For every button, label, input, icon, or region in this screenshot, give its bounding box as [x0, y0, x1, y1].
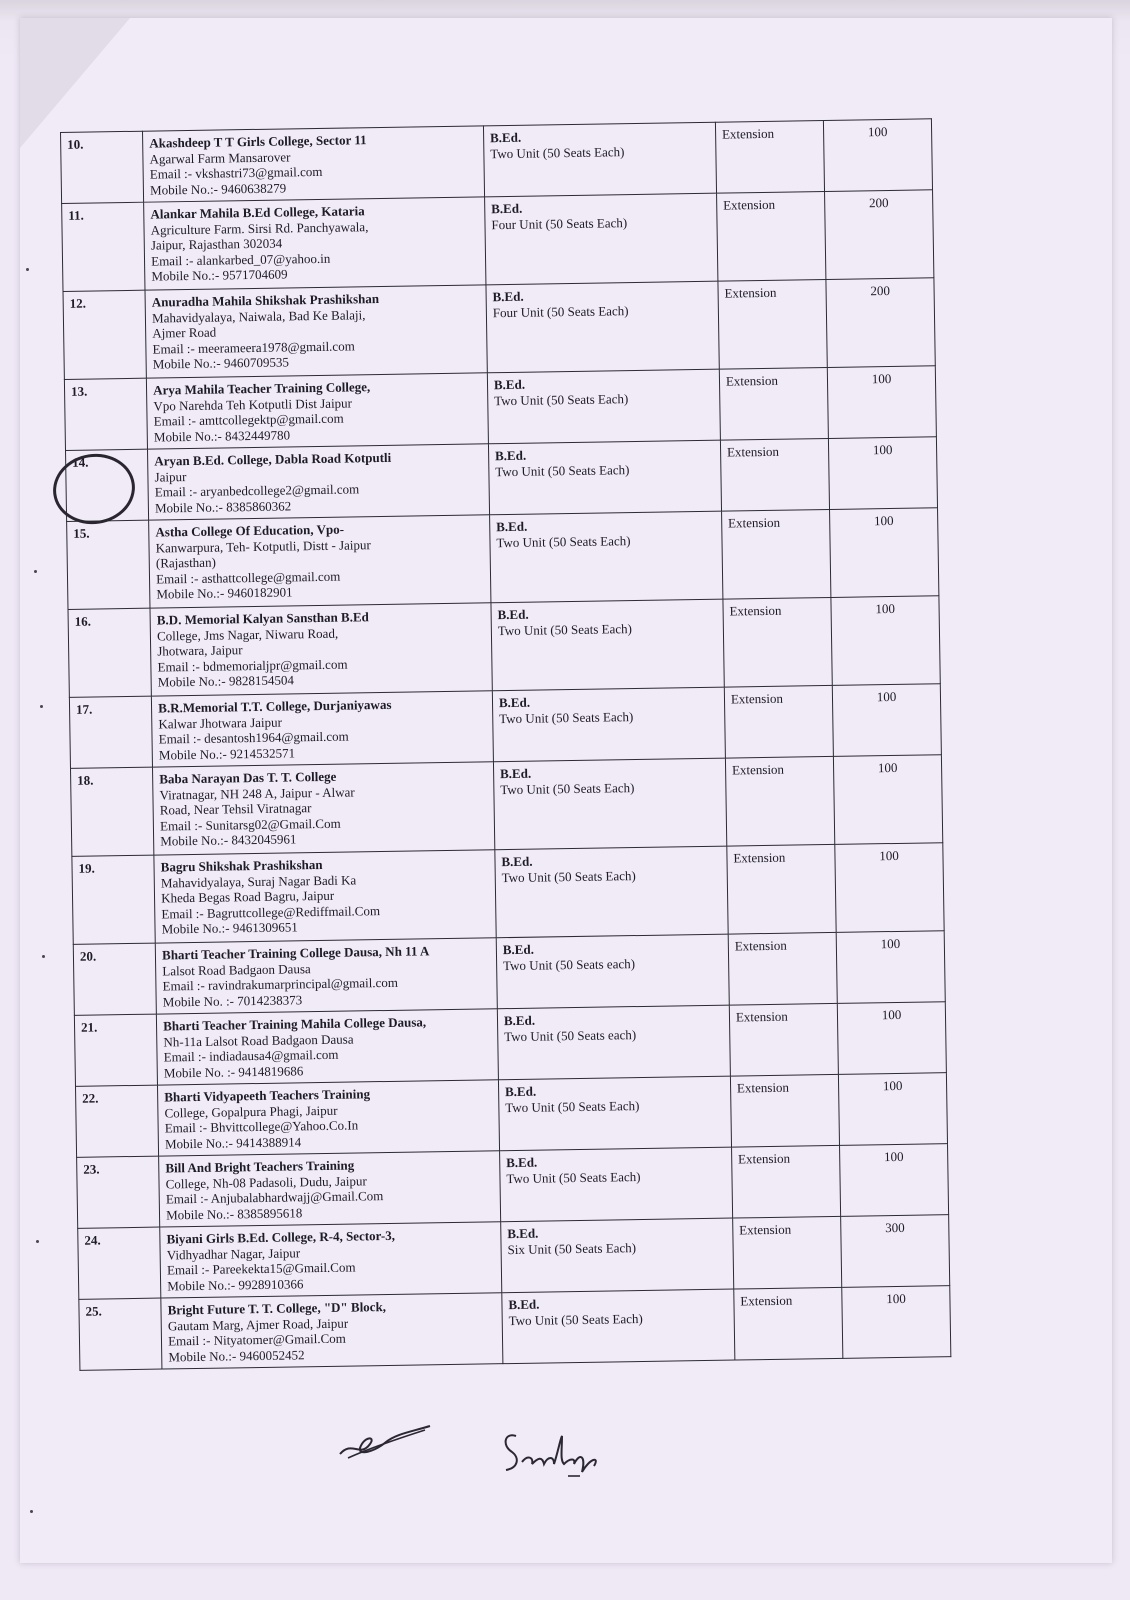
- college-name: Bill And Bright Teachers Training: [165, 1157, 355, 1176]
- college-mobile: Mobile No.:- 9460709535: [152, 354, 290, 372]
- college-mobile: Mobile No.:- 8432449780: [153, 426, 291, 445]
- table-row: [77, 1144, 949, 1229]
- scan-dot: [30, 1510, 33, 1513]
- course-cell: [493, 758, 726, 850]
- college-name: Bright Future T. T. College, "D" Block,: [167, 1299, 387, 1318]
- college-address-line: Ajmer Road: [152, 324, 217, 341]
- course-units: Two Unit (50 Seats each): [504, 1026, 637, 1044]
- table-row: [69, 684, 941, 769]
- course-name: B.Ed.: [499, 765, 532, 782]
- college-email: Email :- aryanbedcollege2@gmail.com: [154, 481, 360, 500]
- serial-number: 24.: [78, 1227, 161, 1299]
- college-mobile: Mobile No. :- 7014238373: [162, 991, 303, 1009]
- application-type: Extension: [718, 279, 828, 369]
- course-name: B.Ed.: [503, 1012, 536, 1029]
- college-address-line: Jaipur: [154, 468, 187, 485]
- college-details-cell: [152, 691, 494, 767]
- serial-number: 16.: [68, 608, 152, 697]
- college-mobile: Mobile No.:- 8385860362: [154, 497, 292, 516]
- college-email: Email :- Bhvittcollege@Yahoo.Co.In: [164, 1117, 359, 1136]
- course-name: B.Ed.: [501, 853, 533, 870]
- college-email: Email :- meerameera1978@gmail.com: [152, 337, 355, 357]
- course-cell: [487, 369, 720, 444]
- course-units: Two Unit (50 Seats Each): [497, 620, 633, 638]
- course-units: Two Unit (50 Seats Each): [501, 867, 636, 885]
- table-row: [72, 843, 944, 945]
- application-type: Extension: [721, 509, 831, 599]
- course-cell: [486, 281, 719, 373]
- college-details-cell: [157, 1009, 499, 1085]
- serial-number: 10.: [61, 131, 144, 203]
- serial-number: 11.: [62, 202, 146, 291]
- table-row: [66, 437, 938, 522]
- college-details-cell: [144, 197, 486, 290]
- application-type: Extension: [728, 932, 837, 1005]
- course-cell: [498, 1076, 731, 1151]
- college-mobile: Mobile No.:- 9828154504: [157, 672, 295, 690]
- table-row: [75, 1073, 947, 1158]
- college-details-cell: [143, 126, 485, 202]
- intake-seats: 300: [841, 1215, 950, 1288]
- course-name: B.Ed.: [496, 518, 528, 535]
- college-details-cell: [153, 762, 495, 855]
- course-cell: [499, 1147, 732, 1222]
- college-email: Email :- desantosh1964@gmail.com: [158, 728, 349, 747]
- scan-dot: [42, 955, 45, 958]
- intake-seats: 100: [835, 843, 944, 933]
- college-name: Bagru Shikshak Prashikshan: [160, 856, 323, 875]
- table-row: [64, 366, 936, 451]
- college-address-line: Kheda Begas Road Bagru, Jaipur: [161, 887, 335, 906]
- application-type: Extension: [729, 1003, 838, 1076]
- signature-initials: [330, 1418, 440, 1468]
- college-name: Alankar Mahila B.Ed College, Kataria: [150, 203, 365, 222]
- college-name: Bharti Teacher Training Mahila College Dausa,: [163, 1014, 427, 1034]
- college-details-cell: [150, 603, 492, 696]
- application-type: Extension: [720, 438, 829, 511]
- course-cell: [501, 1218, 734, 1293]
- application-type: Extension: [731, 1145, 840, 1218]
- college-address-line: Lalsot Road Badgaon Dausa: [162, 960, 311, 978]
- course-units: Two Unit (50 Seats Each): [506, 1168, 641, 1186]
- course-cell: [484, 193, 717, 285]
- college-name: Anuradha Mahila Shikshak Prashikshan: [151, 291, 380, 310]
- college-mobile: Mobile No.:- 9414388914: [164, 1133, 302, 1151]
- college-email: Email :- alankarbed_07@yahoo.in: [151, 250, 331, 269]
- application-type: Extension: [734, 1287, 843, 1360]
- college-mobile: Mobile No. :- 9414819686: [163, 1062, 304, 1080]
- college-address-line: Agriculture Farm. Sirsi Rd. Panchyawala,: [150, 218, 369, 238]
- college-mobile: Mobile No.:- 8432045961: [160, 831, 297, 849]
- course-cell: [495, 846, 728, 938]
- college-name: B.D. Memorial Kalyan Sansthan B.Ed: [156, 609, 369, 628]
- course-units: Two Unit (50 Seats Each): [500, 779, 635, 797]
- college-email: Email :- indiadausa4@gmail.com: [163, 1046, 339, 1065]
- course-cell: [496, 934, 729, 1009]
- college-name: Akashdeep T T Girls College, Sector 11: [149, 132, 367, 151]
- college-mobile: Mobile No.:- 9571704609: [151, 266, 288, 284]
- college-address-line: Kalwar Jhotwara Jaipur: [158, 714, 283, 732]
- intake-seats: 100: [842, 1286, 951, 1359]
- intake-seats: 100: [832, 684, 941, 757]
- course-name: B.Ed.: [493, 376, 526, 393]
- college-name: Bharti Vidyapeeth Teachers Training: [164, 1086, 371, 1105]
- scan-dot: [34, 570, 37, 573]
- table-row: [68, 596, 940, 698]
- college-mobile: Mobile No.:- 9928910366: [167, 1275, 304, 1293]
- intake-seats: 100: [824, 119, 933, 192]
- application-type: Extension: [730, 1074, 839, 1147]
- course-units: Four Unit (50 Seats Each): [492, 302, 629, 320]
- college-details-cell: [158, 1080, 500, 1156]
- serial-number: 12.: [63, 290, 147, 379]
- application-type: Extension: [727, 844, 837, 934]
- table-row: [70, 755, 942, 857]
- college-address-line: Jhotwara, Jaipur: [157, 642, 243, 659]
- signature-sandeep: [498, 1422, 618, 1482]
- table-row: [62, 190, 934, 292]
- serial-number: 21.: [74, 1014, 157, 1086]
- intake-seats: 100: [836, 931, 945, 1004]
- intake-seats: 100: [840, 1144, 949, 1217]
- college-address-line: Mahavidyalaya, Naiwala, Bad Ke Balaji,: [151, 306, 366, 326]
- intake-seats: 100: [831, 596, 940, 686]
- application-type: Extension: [716, 191, 826, 281]
- college-email: Email :- Bagruttcollege@Rediffmail.Com: [161, 902, 381, 922]
- college-email: Email :- Sunitarsg02@Gmail.Com: [159, 815, 341, 834]
- college-mobile: Mobile No.:- 9460182901: [156, 584, 293, 602]
- table-row: [74, 1002, 946, 1087]
- scan-dot: [26, 268, 29, 271]
- college-name: B.R.Memorial T.T. College, Durjaniyawas: [158, 696, 392, 716]
- course-units: Six Unit (50 Seats Each): [507, 1239, 637, 1257]
- serial-number: 19.: [72, 855, 156, 944]
- table-row: [63, 278, 935, 380]
- course-cell: [492, 687, 725, 762]
- college-address-line: Kanwarpura, Teh- Kotputli, Distt - Jaipur: [155, 536, 371, 556]
- intake-seats: 100: [829, 437, 938, 510]
- scan-dot: [40, 705, 43, 708]
- college-details-cell: [159, 1151, 501, 1227]
- course-units: Two Unit (50 Seats Each): [496, 532, 631, 550]
- college-list-table: [60, 118, 951, 1371]
- serial-number: 25.: [79, 1298, 162, 1370]
- college-email: Email :- ravindrakumarprincipal@gmail.com: [162, 974, 399, 994]
- serial-number: 20.: [73, 943, 156, 1015]
- table-row: [67, 508, 939, 610]
- college-details-cell: [145, 285, 487, 378]
- application-type: Extension: [733, 1216, 842, 1289]
- college-address-line: College, Jms Nagar, Niwaru Road,: [156, 625, 339, 644]
- college-mobile: Mobile No.:- 9460638279: [149, 179, 287, 198]
- course-units: Two Unit (50 Seats Each): [505, 1097, 640, 1115]
- serial-number: 17.: [69, 696, 152, 768]
- college-address-line: College, Nh-08 Padasoli, Dudu, Jaipur: [165, 1172, 367, 1191]
- college-name: Aryan B.Ed. College, Dabla Road Kotputli: [154, 449, 392, 469]
- college-details-cell: [149, 515, 491, 608]
- college-name: Bharti Teacher Training College Dausa, Nh 11 A: [161, 943, 430, 963]
- application-type: Extension: [724, 685, 833, 758]
- course-name: B.Ed.: [489, 129, 522, 146]
- serial-number: 13.: [64, 378, 147, 450]
- college-details-cell: [154, 850, 496, 943]
- course-units: Two Unit (50 Seats Each): [490, 143, 625, 161]
- course-cell: [488, 440, 721, 515]
- college-address-line: Viratnagar, NH 248 A, Jaipur - Alwar: [159, 783, 355, 803]
- course-units: Two Unit (50 Seats Each): [499, 708, 634, 726]
- course-units: Two Unit (50 Seats Each): [494, 390, 629, 408]
- intake-seats: 200: [826, 278, 935, 368]
- course-name: B.Ed.: [498, 694, 531, 711]
- college-details-cell: [161, 1293, 503, 1369]
- college-mobile: Mobile No.:- 9214532571: [158, 744, 296, 763]
- college-email: Email :- vkshastri73@gmail.com: [149, 163, 323, 182]
- college-mobile: Mobile No.:- 8385895618: [166, 1204, 303, 1222]
- course-name: B.Ed.: [494, 447, 527, 464]
- course-cell: [497, 1005, 730, 1080]
- table-row: [61, 119, 933, 204]
- course-name: B.Ed.: [508, 1296, 540, 1313]
- college-details-cell: [155, 938, 497, 1014]
- serial-number: 22.: [75, 1085, 158, 1157]
- college-details-cell: [147, 373, 489, 449]
- course-cell: [483, 122, 716, 197]
- course-units: Two Unit (50 Seats Each): [508, 1310, 643, 1328]
- table-row: [78, 1215, 950, 1300]
- college-details-cell: [148, 444, 490, 520]
- college-address-line: Vidhyadhar Nagar, Jaipur: [166, 1244, 301, 1262]
- college-email: Email :- amttcollegektp@gmail.com: [153, 410, 344, 429]
- college-address-line: Vpo Narehda Teh Kotputli Dist Jaipur: [153, 394, 353, 414]
- course-name: B.Ed.: [491, 200, 523, 217]
- college-mobile: Mobile No.:- 9461309651: [161, 919, 298, 937]
- course-cell: [502, 1289, 735, 1364]
- course-name: B.Ed.: [492, 288, 524, 305]
- course-name: B.Ed.: [504, 1083, 537, 1100]
- college-name: Arya Mahila Teacher Training College,: [153, 379, 371, 398]
- intake-seats: 100: [839, 1073, 948, 1146]
- application-type: Extension: [725, 756, 835, 846]
- college-address-line: Road, Near Tehsil Viratnagar: [159, 800, 312, 818]
- serial-number: 23.: [77, 1156, 160, 1228]
- intake-seats: 100: [834, 755, 943, 845]
- page-fold: [20, 18, 130, 148]
- college-mobile: Mobile No.:- 9460052452: [168, 1346, 305, 1364]
- serial-number: 14.: [66, 449, 149, 521]
- application-type: Extension: [723, 597, 833, 687]
- table-row: [73, 931, 945, 1016]
- course-cell: [489, 511, 722, 603]
- college-email: Email :- bdmemorialjpr@gmail.com: [157, 656, 348, 675]
- college-email: Email :- Nityatomer@Gmail.Com: [168, 1330, 346, 1349]
- college-name: Biyani Girls B.Ed. College, R-4, Sector-3,: [166, 1227, 396, 1247]
- course-units: Two Unit (50 Seats each): [502, 955, 636, 973]
- course-name: B.Ed.: [502, 941, 535, 958]
- application-type: Extension: [715, 121, 824, 194]
- intake-seats: 200: [825, 190, 934, 280]
- course-name: B.Ed.: [507, 1225, 539, 1242]
- course-name: B.Ed.: [497, 606, 529, 623]
- college-name: Astha College Of Education, Vpo-: [155, 521, 345, 540]
- college-address-line: (Rajasthan): [155, 554, 216, 571]
- college-address-line: Nh-11a Lalsot Road Badgaon Dausa: [163, 1031, 354, 1049]
- application-type: Extension: [719, 367, 828, 440]
- table-row: [79, 1286, 951, 1371]
- college-address-line: Agarwal Farm Mansarover: [149, 148, 291, 167]
- college-address-line: College, Gopalpura Phagi, Jaipur: [164, 1102, 338, 1120]
- serial-number: 18.: [70, 767, 154, 856]
- college-address-line: Gautam Marg, Ajmer Road, Jaipur: [167, 1315, 349, 1333]
- course-name: B.Ed.: [506, 1154, 538, 1171]
- course-cell: [491, 599, 724, 691]
- college-email: Email :- Pareekekta15@Gmail.Com: [166, 1259, 356, 1278]
- intake-seats: 100: [830, 508, 939, 598]
- course-units: Four Unit (50 Seats Each): [491, 214, 628, 232]
- college-details-cell: [160, 1222, 502, 1298]
- scan-dot: [36, 1240, 39, 1243]
- course-units: Two Unit (50 Seats Each): [495, 461, 630, 479]
- intake-seats: 100: [827, 366, 936, 439]
- college-name: Baba Narayan Das T. T. College: [159, 768, 337, 787]
- college-address-line: Jaipur, Rajasthan 302034: [150, 235, 283, 253]
- college-address-line: Mahavidyalaya, Suraj Nagar Badi Ka: [160, 871, 357, 891]
- college-email: Email :- asthattcollege@gmail.com: [156, 568, 341, 587]
- intake-seats: 100: [837, 1002, 946, 1075]
- college-email: Email :- Anjubalabhardwajj@Gmail.Com: [165, 1188, 384, 1207]
- serial-number: 15.: [67, 520, 151, 609]
